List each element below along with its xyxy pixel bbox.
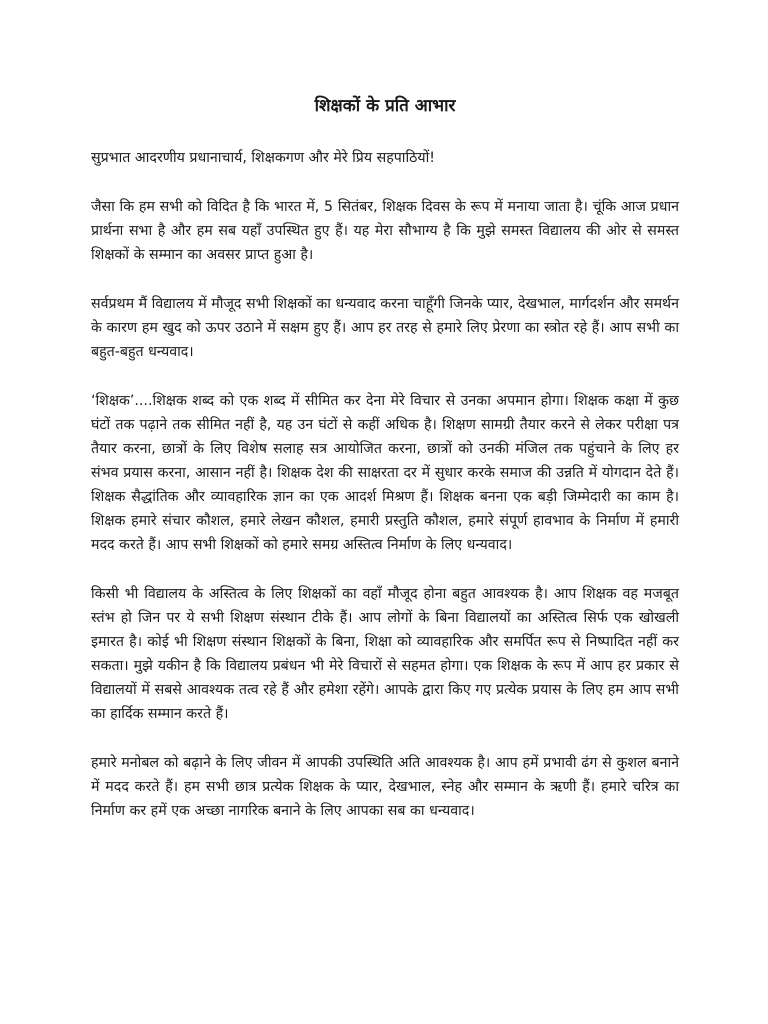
paragraph-thanks: सर्वप्रथम मैं विद्यालय में मौजूद सभी शिक्षकों का धन्यवाद करना चाहूँगी जिनके प्यार, देखभाल, मार्गदर्शन और समर्थन के कारण हम खुद को ऊपर उठाने में सक्षम हुए हैं। आप हर तरह से हमारे लिए प्रेरणा का स्त्रोत रहे हैं। आप सभी का बहुत-बहुत धन्यवाद। xyxy=(91,296,679,360)
paragraph-intro: जैसा कि हम सभी को विदित है कि भारत में, 5 सितंबर, शिक्षक दिवस के रूप में मनाया जाता है। चूंकि आज प्रधान प्रार्थना सभा है और हम सब यहाँ उपस्थित हुए हैं। यह मेरा सौभाग्य है कि मुझे समस्त विद्यालय की ओर से समस्त शिक्षकों के सम्मान का अवसर प्राप्त हुआ है। xyxy=(91,199,679,263)
paragraph-school-pillar: किसी भी विद्यालय के अस्तित्व के लिए शिक्षकों का वहाँ मौजूद होना बहुत आवश्यक है। आप शिक्षक वह मजबूत स्तंभ हो जिन पर ये सभी शिक्षण संस्थान टीके हैं। आप लोगों के बिना विद्यालयों का अस्तित्व सिर्फ एक खोखली इमारत है। कोई भी शिक्षण संस्थान शिक्षकों के बिना, शिक्षा को व्यावहारिक और समर्पित रूप से निष्पादित नहीं कर सकता। मुझे यकीन है कि विद्यालय प्रबंधन भी मेरे विचारों से सहमत होगा। एक शिक्षक के रूप में आप हर प्रकार से विद्यालयों में सबसे आवश्यक तत्व रहे हैं और हमेशा रहेंगे। आपके द्वारा किए गए प्रत्येक प्रयास के लिए हम आप सभी का हार्दिक सम्मान करते हैं। xyxy=(91,586,679,722)
paragraph-closing: हमारे मनोबल को बढ़ाने के लिए जीवन में आपकी उपस्थिति अति आवश्यक है। आप हमें प्रभावी ढंग से कुशल बनाने में मदद करते हैं। हम सभी छात्र प्रत्येक शिक्षक के प्यार, देखभाल, स्नेह और सम्मान के ऋणी हैं। हमारे चरित्र का निर्माण कर हमें एक अच्छा नागरिक बनाने के लिए आपका सब का धन्यवाद। xyxy=(91,755,679,819)
paragraph-teacher-role: ‘शिक्षक’....शिक्षक शब्द को एक शब्द में सीमित कर देना मेरे विचार से उनका अपमान होगा। शिक्षक कक्षा में कुछ घंटों तक पढ़ाने तक सीमित नहीं है, यह उन घंटों से कहीं अधिक है। शिक्षण सामग्री तैयार करने से लेकर परीक्षा पत्र तैयार करना, छात्रों के लिए विशेष सलाह सत्र आयोजित करना, छात्रों को उनकी मंजिल तक पहुंचाने के लिए हर संभव प्रयास करना, आसान नहीं है। शिक्षक देश की साक्षरता दर में सुधार करके समाज की उन्नति में योगदान देते हैं। शिक्षक सैद्धांतिक और व्यावहारिक ज्ञान का एक आदर्श मिश्रण हैं। शिक्षक बनना एक बड़ी जिम्मेदारी का काम है। शिक्षक हमारे संचार कौशल, हमारे लेखन कौशल, हमारी प्रस्तुति कौशल, हमारे संपूर्ण हावभाव के निर्माण में हमारी मदद करते हैं। आप सभी शिक्षकों को हमारे समग्र अस्तित्व निर्माण के लिए धन्यवाद। xyxy=(91,393,679,553)
greeting-paragraph: सुप्रभात आदरणीय प्रधानाचार्य, शिक्षकगण और मेरे प्रिय सहपाठियों! xyxy=(91,150,435,166)
document-title: शिक्षकों के प्रति आभार xyxy=(314,96,456,116)
document-page xyxy=(91,84,679,848)
